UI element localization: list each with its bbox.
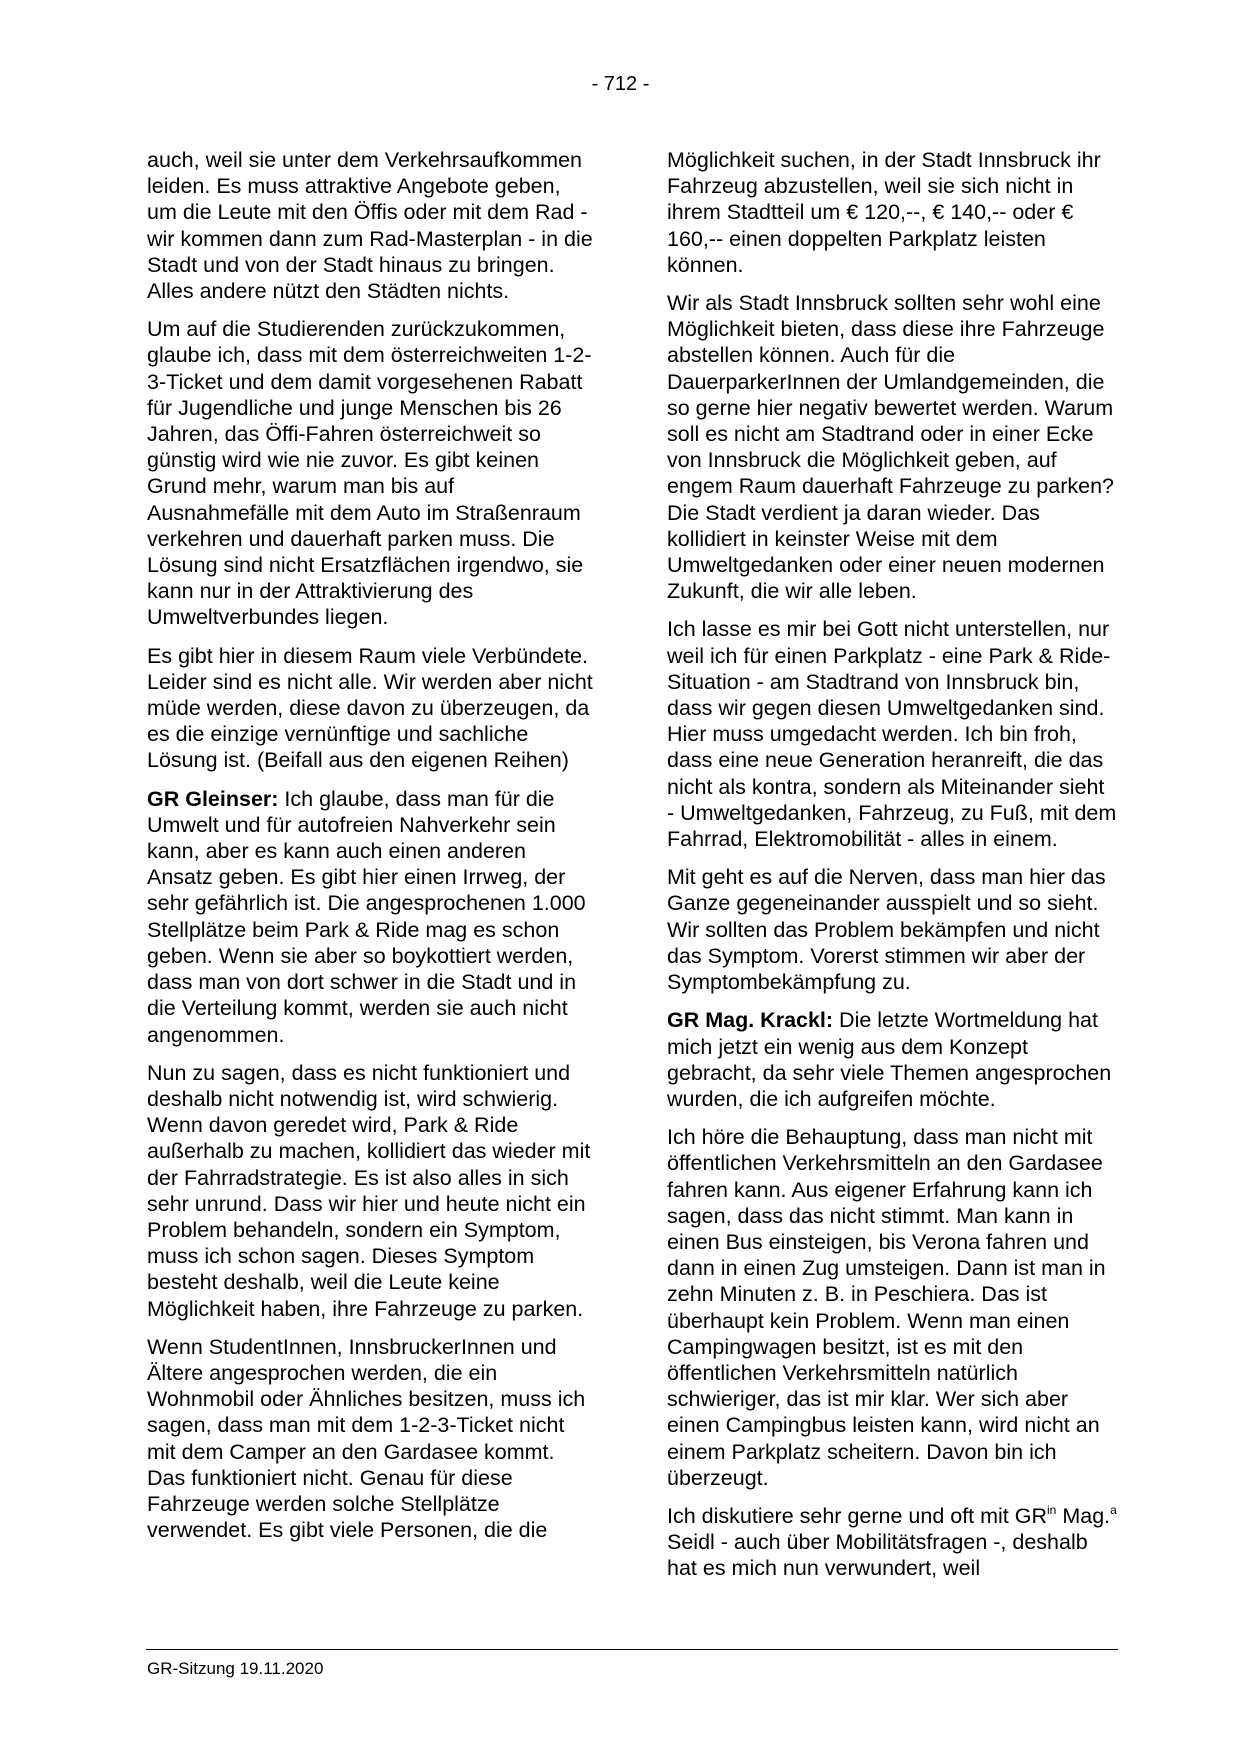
footer-divider: [146, 1649, 1118, 1650]
speech-text: Ich diskutiere sehr gerne und oft mit GR: [667, 1503, 1048, 1528]
paragraph: Mit geht es auf die Nerven, dass man hier das Ganze gegeneinander ausspielt und so sieht. Wir sollten das Problem bekämpfen und nicht das Symptom. Vorerst stimmen wir aber der Symptombekämpfung zu.: [667, 865, 1106, 995]
footer-session-date: GR-Sitzung 19.11.2020: [147, 1659, 324, 1678]
superscript: in: [1047, 1502, 1057, 1517]
left-column: [147, 147, 595, 1555]
paragraph: [667, 1007, 1117, 1112]
paragraph: [147, 786, 595, 1048]
superscript: a: [1110, 1502, 1117, 1517]
paragraph: Nun zu sagen, dass es nicht funktioniert und deshalb nicht notwendig ist, wird schwierig. Wenn davon geredet wird, Park & Ride außerhalb zu machen, kollidiert das wieder mit der Fahrradstrategie. Es ist also alles in sich sehr unrund. Dass wir hier und heute nicht ein Problem behandeln, sondern ein Symptom, muss ich schon sagen. Dieses Symptom besteht deshalb, weil die Leute keine Möglichkeit haben, ihre Fahrzeuge zu parken.: [147, 1060, 591, 1321]
speech-text: Mag.: [1056, 1503, 1111, 1528]
speech-text: Die letzte Wortmeldung hat mich jetzt ein wenig aus dem Konzept gebracht, da sehr viele Themen angesprochen wurden, die ich aufgreifen möchte.: [667, 1008, 1112, 1111]
paragraph: auch, weil sie unter dem Verkehrsaufkommen leiden. Es muss attraktive Angebote geben, um die Leute mit den Öffis oder mit dem Rad - wir kommen dann zum Rad-Masterplan - in die Stadt und von der Stadt hinaus zu bringen. Alles andere nützt den Städten nichts.: [147, 148, 593, 304]
speech-text: Ich glaube, dass man für die Umwelt und für autofreien Nahverkehr sein kann, aber es kann auch einen anderen Ansatz geben. Es gibt hier einen Irrweg, der sehr gefährlich ist. Die angesprochenen 1.000 Stellplätze beim Park & Ride mag es schon geben. Wenn sie aber so boykottiert werden, dass man von dort schwer in die Stadt und in die Verteilung kommt, werden sie auch nicht angenommen.: [147, 786, 586, 1047]
paragraph: Möglichkeit suchen, in der Stadt Innsbruck ihr Fahrzeug abzustellen, weil sie sich nicht in ihrem Stadtteil um € 120,--, € 140,-- oder € 160,-- einen doppelten Parkplatz leisten können.: [667, 148, 1101, 277]
paragraph: [667, 1503, 1117, 1582]
speaker-name: GR Gleinser:: [147, 786, 279, 811]
speech-text: Seidl - auch über Mobilitätsfragen -, deshalb hat es mich nun verwundert, weil: [667, 1530, 1088, 1581]
paragraph: Um auf die Studierenden zurückzukommen, glaube ich, dass mit dem österreichweiten 1-2-3-Ticket und dem damit vorgesehenen Rabatt für Jugendliche und junge Menschen bis 26 Jahren, das Öffi-Fahren österreichweit so günstig wird wie nie zuvor. Es gibt keinen Grund mehr, warum man bis auf Ausnahmefälle mit dem Auto im Straßenraum verkehren und dauerhaft parken muss. Die Lösung sind nicht Ersatzflächen irgendwo, sie kann nur in der Attraktivierung des Umweltverbundes liegen.: [147, 317, 592, 630]
paragraph: Es gibt hier in diesem Raum viele Verbündete. Leider sind es nicht alle. Wir werden aber nicht müde werden, diese davon zu überzeugen, da es die einzige vernünftige und sachliche Lösung ist. (Beifall aus den eigenen Reihen): [147, 643, 593, 773]
right-column: [667, 147, 1117, 1594]
paragraph: Ich lasse es mir bei Gott nicht unterstellen, nur weil ich für einen Parkplatz - eine Park & Ride-Situation - am Stadtrand von Innsbruck bin, dass wir gegen diesen Umweltgedanken sind. Hier muss umgedacht werden. Ich bin froh, dass eine neue Generation heranreift, die das nicht als kontra, sondern als Miteinander sieht - Umweltgedanken, Fahrzeug, zu Fuß, mit dem Fahrrad, Elektromobilität - alles in einem.: [667, 617, 1117, 852]
page-number: - 712 -: [591, 73, 650, 95]
paragraph: Ich höre die Behauptung, dass man nicht mit öffentlichen Verkehrsmitteln an den Gardasee fahren kann. Aus eigener Erfahrung kann ich sagen, dass das nicht stimmt. Man kann in einen Bus einsteigen, bis Verona fahren und dann in einen Zug umsteigen. Dann ist man in zehn Minuten z. B. in Peschiera. Das ist überhaupt kein Problem. Wenn man einen Campingwagen besitzt, ist es mit den öffentlichen Verkehrsmitteln natürlich schwieriger, das ist mir klar. Wer sich aber einen Campingbus leisten kann, wird nicht an einem Parkplatz scheitern. Davon bin ich überzeugt.: [667, 1125, 1106, 1490]
speaker-name: GR Mag. Krackl:: [667, 1008, 834, 1033]
paragraph: Wir als Stadt Innsbruck sollten sehr wohl eine Möglichkeit bieten, dass diese ihre Fahrzeuge abstellen können. Auch für die DauerparkerInnen der Umlandgemeinden, die so gerne hier negativ bewertet werden. Warum soll es nicht am Stadtrand oder in einer Ecke von Innsbruck die Möglichkeit geben, auf engem Raum dauerhaft Fahrzeuge zu parken? Die Stadt verdient ja daran wieder. Das kollidiert in keinster Weise mit dem Umweltgedanken oder einer neuen modernen Zukunft, die wir alle leben.: [667, 291, 1114, 604]
paragraph: Wenn StudentInnen, InnsbruckerInnen und Ältere angesprochen werden, die ein Wohnmobil oder Ähnliches besitzen, muss ich sagen, dass man mit dem 1-2-3-Ticket nicht mit dem Camper an den Gardasee kommt. Das funktioniert nicht. Genau für diese Fahrzeuge werden solche Stellplätze verwendet. Es gibt viele Personen, die die: [147, 1334, 586, 1543]
